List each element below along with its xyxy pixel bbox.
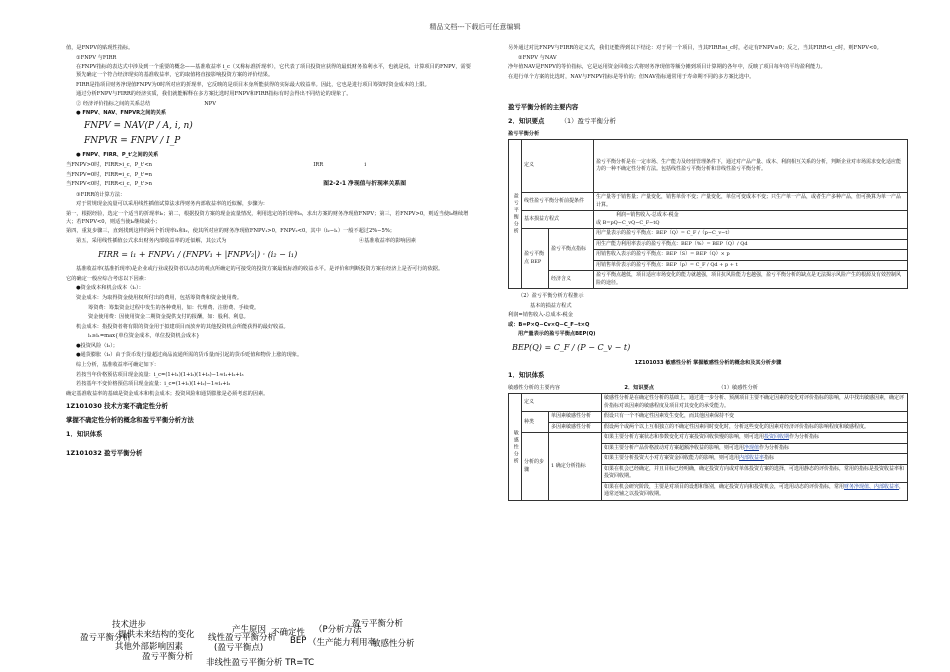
paragraph: 资金使用费：因使用资金二期资金提供支付的报酬，如：股利、利息。: [88, 314, 249, 321]
relation-line: [66, 161, 476, 169]
cell-label: 线性盈亏平衡分析前提条件: [522, 193, 594, 211]
formula-bepq: BEP(Q) = C_F / (P − C_v − t): [512, 343, 631, 353]
diagram-node: 线性盈亏平衡分析: [208, 633, 277, 643]
left-column: [66, 44, 476, 462]
diagram-node: 其他外部影响因素: [115, 642, 184, 652]
diagram-node: 产生原因: [232, 625, 267, 635]
equation: 利润=销售收入-总成本-税金: [616, 212, 679, 219]
cell-label: 盈亏平衡点 BEP: [522, 229, 549, 289]
cell-text-part: 如果主要分析方案状态和参数变化对方案投资回收快慢的影响，则可选用: [604, 434, 765, 441]
heading-text: 2．知识要点: [624, 384, 654, 391]
formula-line: 若按基年不变价格预估项目现金流量：i_c=(1+i₁)(1+i₂)−1≈i₁+i₂: [76, 381, 231, 388]
paragraph: ③FIRR的计算方法：: [76, 191, 126, 198]
equation: 或 B=pQ−C_vQ−C_F−tQ: [596, 219, 660, 226]
section-heading: 1Z101030 技术方案不确定性分析: [66, 401, 168, 410]
table-title: 盈亏平衡分析: [508, 130, 540, 137]
section-heading: 1．知识体系: [66, 429, 103, 438]
subheading: ④基准收益率的影响因素: [358, 237, 416, 244]
paragraph-text: 敏感性分析的主要内容: [508, 384, 560, 391]
relation-line: [66, 180, 476, 189]
paragraph: 净年值NAV是FNPV的等价指标，它是运用资金回收公式将财务净现值等额分摊到项目计算期的各年中，反映了项目每年的平均盈利能力。: [508, 64, 826, 71]
paragraph: 在FNPV指标的表达式中涉及到一个重要的概念——基准收益率 i_c（又称标准折现率），它代表了项目投资应获得的最低财务盈利水平，也就是说，计算项目的FNPV，需要预先确定一个符合经济现实的基准收益率，它的取值将直接影响投资方案的评价结果。: [76, 64, 471, 79]
bullet: ●资金成本和机会成本（i₁）：: [76, 285, 144, 292]
paragraph: 值，是FNPV的贴现性指标。: [66, 45, 134, 51]
paragraph: 它的确定一般应综合考虑以下因素：: [66, 275, 150, 282]
bullet: ●通货膨胀（i₃）由于货币发行量超过商品流通所需的货币量而引起的货币贬值和物价上涨的现象。: [76, 352, 303, 359]
diagram-node: 不确定性: [271, 628, 306, 638]
cell-text-part: ，通常还辅之以投资回收期。: [604, 483, 905, 498]
section-heading: 掌握不确定性分析的概念和盈亏平衡分析方法: [66, 415, 194, 424]
bullet-heading: ● FNPV、FIRR、P_t'之间的关系: [76, 152, 159, 159]
cell-text: [602, 433, 908, 444]
paragraph: 另外通过对比FNPV与FIRR的定义式，我们还能得到以下结论：对于同一个项目，当其FIRR≥i_c时，必定有FNPV≥0；反之，当其FIRR<i_c时，则FNPV<0。: [508, 45, 882, 51]
cell-text-part: 作为分析指标: [759, 444, 790, 451]
paragraph: 第四，重复步骤三，直到找到这样的两个折现率i₁和i₂，使其所对应的财务净现值FNPV₁>0，FNPV₂<0，其中（i₂−i₁）一般不超过2%−5%；: [66, 228, 395, 235]
paragraph: 基本的损益方程式: [530, 302, 572, 309]
paragraph: 综上分析，基准收益率可确定如下：: [76, 361, 160, 368]
subheading: ①FNPV 与FIRR: [76, 54, 117, 61]
diagram-node: （生产能力利用率: [308, 638, 377, 648]
cell-label: 单因素敏感性分析: [549, 412, 602, 423]
formula-fnpv: FNPV = NAV(P / A, i, n): [84, 120, 193, 131]
cell-text: 生产量等于销售量；产量变化，销售单价不变；产量变化，单位可变成本不变；只生产单一产品，或者生产多种产品，但可换算为单一产品计算。: [594, 193, 908, 211]
cell-label: 1 确定分析指标: [549, 433, 602, 501]
breakeven-table: [508, 139, 908, 289]
diagram-node: 盈亏平衡分析: [352, 619, 404, 629]
summary-heading: [66, 100, 476, 108]
heading-text: 2．知识要点: [508, 116, 545, 125]
knowledge-points: [508, 384, 908, 392]
diagram-node: 盈亏平衡分析: [80, 633, 132, 643]
diagram-node: 提供未来结构的变化: [118, 630, 195, 640]
cell-label: 经济含义: [549, 271, 594, 289]
cell-text: 假设两个或两个以上互相独立的不确定性因素同时变化时，分析这些变化的因素对经济评价指标的影响程度和敏感程度。: [602, 422, 908, 433]
bullet-heading: ● FNPV、NAV、FNPVR之间的关系: [76, 110, 167, 117]
paragraph: 用产量表示的盈亏平衡点BEP(Q): [518, 331, 596, 338]
cell-label: 基本损益方程式: [522, 211, 594, 229]
cell-text-part: 如果在机会研究阶段，主要是对项目的设想和鉴别，确定投资方向和投资机会，可选用动态的评价指标，常用: [604, 483, 845, 490]
section-heading: 盈亏平衡分析的主要内容: [508, 102, 579, 111]
paragraph: 第一，根据经验，选定一个适当的折现率i₀；第二，根据投资方案的现金流量情况，利用选定的折现率i₀，求出方案的财务净现值FNPV；第三，若FNPV>0，则适当使i₀继续增大；若FNPV<0，则适当使i₀继续减小；: [66, 210, 469, 225]
irr-label: IRR: [313, 161, 324, 168]
paragraph-text: 第五，采用线性插值公式求出财务内部收益率的近似解，其公式为: [76, 237, 227, 244]
cell-text: 如果在机会已经确定，并且目标已经明确，确定投资方向或对单体投资方案的选择，可选用静态的评价指标，常用的指标是投资收益率和投资回收期。: [602, 464, 908, 482]
cell-label: 定义: [522, 394, 602, 412]
formula-fnpvr: FNPVR = FNPV / I_P: [84, 136, 181, 147]
npv-label: NPV: [204, 100, 216, 107]
cell-text: 用产量表示的盈亏平衡点：BEP（Q）= C_F /（p−C_v−t）: [594, 229, 908, 240]
relation-text: 当FNPV>0时，FIRR>i_c，P_t'<n: [66, 161, 153, 168]
paragraph: 筹资费：筹集资金过程中发生的各种费用，如：代理费、注册费、手续费。: [88, 304, 260, 311]
paragraph: [66, 237, 476, 245]
cell-text: [602, 443, 908, 454]
cell-text: 用销售收入表示的盈亏平衡点：BEP（S）= BEP（Q）× p: [594, 250, 908, 261]
paragraph: 利润=销售收入-总成本-税金: [508, 312, 573, 319]
table-vlabel: 盈亏平衡分析: [509, 140, 522, 289]
cell-label: 盈亏平衡点指标: [549, 229, 594, 271]
highlight-term: 财务净现值、内部收益率: [844, 483, 900, 490]
heading-sub: （1）盈亏平衡分析: [560, 116, 616, 125]
section-heading: 1．知识体系: [508, 370, 545, 379]
cell-text: 用销售单价表示的盈亏平衡点：BEP（p）= C_F / Qd + p + t: [594, 260, 908, 271]
cell-text: 盈亏平衡点越低，项目适应市场变化的能力就越强，项目抗风险能力也越强，盈亏平衡分析的缺点是无法揭示风险产生的根源及有效控制风险的途径。: [594, 271, 908, 289]
cell-text: 盈亏平衡分析是在一定市场、生产能力及经营管理条件下，通过对产品产量、成本、利润相互关系的分析，判断企业对市场需求变化适应能力的一种不确定性分析方法。包括线性盈亏平衡分析和非线性盈亏平衡分析。: [594, 140, 908, 193]
paragraph: 机会成本：指投资者将有限的资金用于拟建项目而放弃的其他投资机会所能获得的最好收益。: [76, 323, 289, 330]
paragraph: FIRR是指项目财务净现值FNPV为0时所对应的折现率，它反映的是项目本身所能获得的实际最大收益率。因此，它也是进行项目筹资时资金成本的上限。: [76, 81, 430, 88]
section-heading: 1Z101033 敏感性分析 掌握敏感性分析的概念和及其分析步骤: [634, 359, 782, 366]
right-column: [508, 44, 908, 501]
paragraph: 通过分析FNPV与FIRR的经济实质，我们就能解释在多方案比选时用FNPV和FIRR指标有时会得出不同结论的现象了。: [76, 91, 352, 98]
formula-line: i₁≥i₁=max{单位资金成本，单位投资机会成本}: [88, 333, 200, 340]
paragraph: 资金成本：为取得资金使用权所付出的费用，包括筹资费和资金使用费。: [76, 295, 243, 301]
figure-caption: 图2-2-1 净现值与折现率关系图: [323, 181, 406, 188]
sensitivity-table: [508, 393, 908, 501]
cell-text: [602, 482, 908, 500]
i-label: i: [364, 161, 366, 168]
diagram-node: BEP: [290, 636, 307, 646]
highlight-term: 内部收益率: [739, 455, 765, 462]
cell-text: [602, 454, 908, 465]
cell-text: 假设只有一个不确定性因素发生变化，而其他因素保持不变: [602, 412, 908, 423]
bullet: ●投资风险（i₂）；: [76, 342, 118, 349]
cell-text-part: 如果主要分析产品价格波动对方案超额净收益的影响，则可选用: [604, 444, 745, 451]
cell-text: [594, 211, 908, 229]
formula-firr: FIRR = i₁ + FNPV₁ / (FNPV₁ + |FNPV₂|) · (i₂ − i₁): [98, 249, 298, 259]
cell-text-part: 如果主要分析投资大小对方案资金回收能力的影响，则可选用: [604, 455, 740, 462]
cell-text: 用生产能力利用率表示的盈亏平衡点：BEP（%）= BEP（Q）/ Qd: [594, 239, 908, 250]
diagram-node: (盈亏平衡点): [214, 643, 264, 653]
diagram-node: 技术进步: [112, 620, 147, 630]
diagram-node: 敏感性分析: [372, 639, 415, 649]
knowledge-points: [508, 117, 908, 127]
paragraph: 在进行单个方案的比选时，NAV与FNPV指标是等价的；但NAV指标通常用于寿命期不同的多方案比选中。: [508, 73, 755, 80]
paragraph: （2）盈亏平衡分析方程推示: [518, 293, 584, 300]
diagram-node: （P分析方法: [314, 625, 362, 635]
formula-line: 若按当年价格预估项目现金流量：i_c=(1+i₁)(1+i₂)(1+i₃)−1≈i₁+i₂+i₃: [76, 371, 244, 378]
relation-line: 当FNPV=0时，FIRR=i_c，P_t'=n: [66, 171, 153, 178]
paragraph: 基准收益率(基准折现率)是企业或行业或投资者以动态的观点所确定的可接受的投资方案最低标准的收益水平。是评价和判断投资方案在经济上是否可行的依据。: [76, 266, 444, 273]
cell-text-part: 作为分析指标: [789, 434, 820, 441]
diagram-node: 盈亏平衡分析: [142, 652, 194, 662]
paragraph: 对于常规现金流量可以采用线性插值试算法求得财务内部收益率的近似解，步骤为：: [76, 201, 268, 208]
cell-label: 定义: [522, 140, 594, 193]
highlight-term: 投资回收期: [764, 434, 790, 441]
subheading: ②FNPV 与NAV: [518, 54, 557, 61]
diagram-node: 非线性盈亏平衡分析 TR=TC: [206, 658, 315, 668]
cell-text-part: 指标: [764, 455, 775, 462]
heading-sub: （1）敏感性分析: [718, 384, 758, 391]
paragraph: 或：B=P×Q−Cv×Q−C_F−t×Q: [508, 321, 590, 328]
cell-text: 敏感性分析是在确定性分析的基础上，通过进一步分析、预测项目主要不确定因素的变化对评价指标的影响，从中找出敏感因素，确定评价指标对该因素的敏感程度及项目对其变化的承受能力。: [602, 394, 908, 412]
paragraph: 确定基准收益率的基础是资金成本和机会成本；投资风险和通货膨胀是必须考虑的因素。: [66, 390, 269, 397]
cell-label: 种类: [522, 412, 549, 433]
highlight-term: 净现值: [744, 444, 760, 451]
page-header: 精品文档---下载后可任意编辑: [429, 23, 521, 31]
relation-text: 当FNPV<0时，FIRR<i_c，P_t'>n: [66, 181, 153, 188]
table-vlabel: 敏感性分析: [509, 394, 522, 501]
cell-label: 多因素敏感性分析: [549, 422, 602, 433]
summary-title: ② 经济评价指标之间的关系总结: [76, 100, 151, 107]
cell-label: 分析的步骤: [522, 433, 549, 501]
section-heading: 1Z101032 盈亏平衡分析: [66, 449, 143, 458]
